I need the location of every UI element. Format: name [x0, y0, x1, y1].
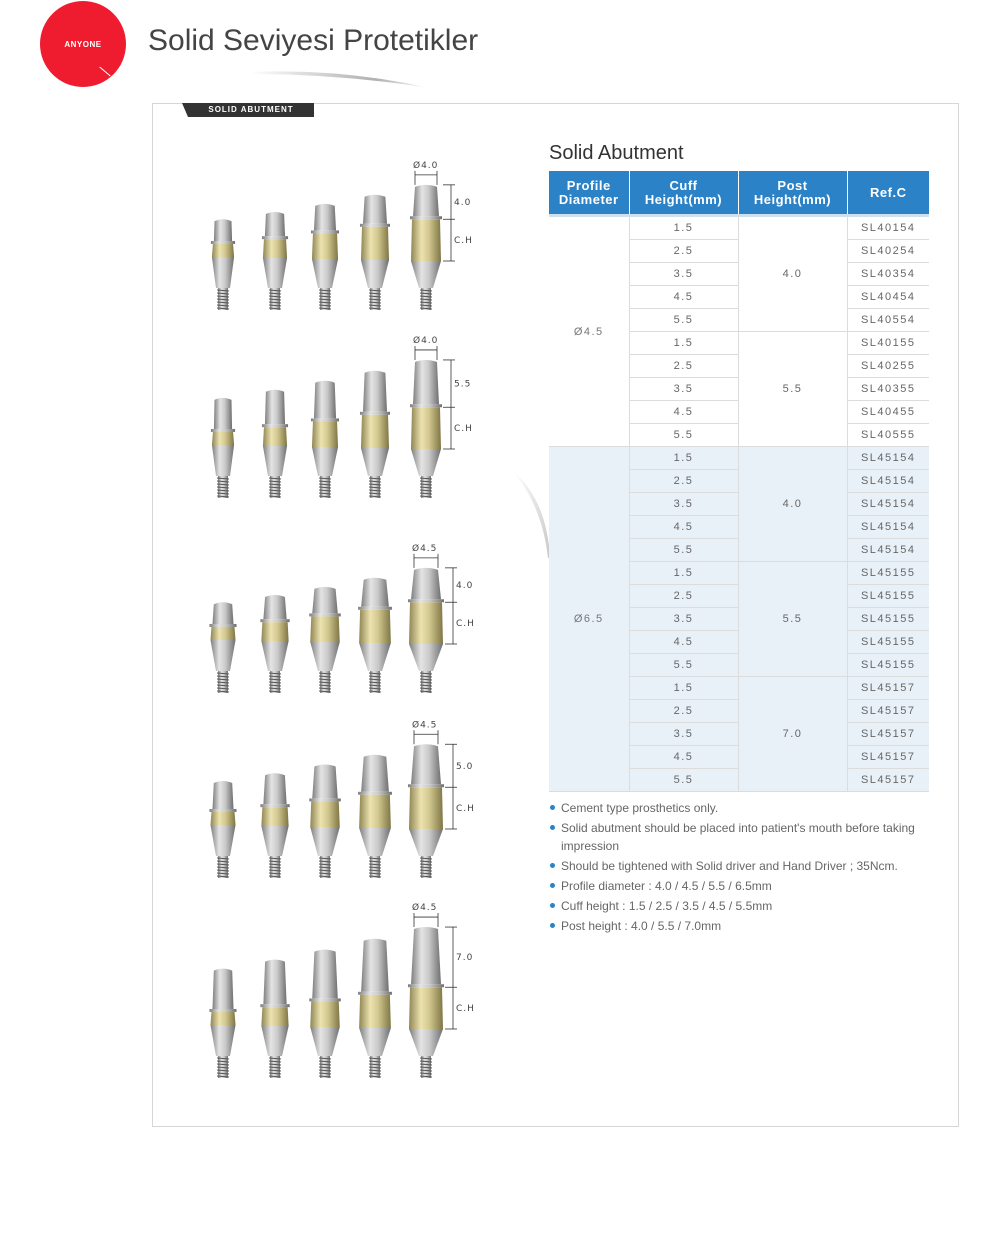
ref-code-cell: SL45157	[847, 769, 929, 792]
cuff-height-cell: 5.5	[629, 539, 738, 562]
ref-code-cell: SL45154	[847, 470, 929, 493]
abutment-shank	[409, 644, 443, 671]
abutment-shank	[409, 829, 443, 856]
title-swoosh-decoration	[250, 68, 430, 90]
cuff-height-cell: 5.5	[629, 769, 738, 792]
abutment-figure	[408, 568, 444, 693]
note-item: Profile diameter : 4.0 / 4.5 / 5.5 / 6.5mm	[549, 877, 939, 895]
abutment-shoulder	[311, 230, 339, 233]
post-height-label: 4.0	[454, 198, 472, 209]
diameter-label: Ø4.0	[413, 160, 439, 171]
abutment-post	[363, 371, 387, 412]
abutment-shank	[411, 449, 441, 476]
gold-cuff	[409, 987, 443, 1029]
ref-code-cell: SL45154	[847, 493, 929, 516]
abutment-post	[363, 195, 387, 224]
header-profile-diameter: Profile Diameter	[549, 171, 629, 216]
abutment-post	[212, 602, 233, 624]
table-row	[549, 216, 929, 240]
abutment-shoulder	[358, 992, 392, 995]
ref-code-cell: SL40154	[847, 216, 929, 240]
post-height-cell: 5.5	[738, 562, 847, 677]
gold-cuff	[411, 407, 441, 449]
cuff-height-cell: 4.5	[629, 631, 738, 654]
cuff-height-cell: 5.5	[629, 424, 738, 447]
note-item: Solid abutment should be placed into patient's mouth before taking impression	[549, 819, 939, 855]
diameter-label: Ø4.0	[413, 335, 439, 346]
abutment-post	[314, 204, 336, 231]
abutment-shoulder	[309, 798, 341, 801]
cuff-height-cell: 3.5	[629, 608, 738, 631]
abutment-figure	[262, 212, 288, 310]
abutment-shoulder	[410, 216, 442, 219]
header-cuff-height: Cuff Height(mm)	[629, 171, 738, 216]
gold-cuff	[310, 801, 340, 827]
cuff-height-cell: 2.5	[629, 470, 738, 493]
table-header-row	[549, 171, 929, 216]
abutment-shoulder	[260, 619, 289, 622]
abutment-shank	[310, 642, 340, 671]
abutment-post	[312, 764, 338, 798]
ref-code-cell: SL45155	[847, 585, 929, 608]
note-item: Cement type prosthetics only.	[549, 799, 939, 817]
section-title: Solid Abutment	[549, 142, 684, 164]
abutment-shoulder	[360, 412, 390, 415]
abutment-shank	[261, 1026, 288, 1056]
gold-cuff	[210, 1012, 235, 1025]
ref-code-cell: SL45157	[847, 677, 929, 700]
cuff-height-cell: 1.5	[629, 216, 738, 240]
abutment-set	[211, 335, 473, 498]
logo-tick	[99, 67, 110, 77]
abutment-shank	[310, 827, 340, 856]
abutment-shoulder	[211, 429, 235, 432]
brand-logo-text: ANYONE	[64, 39, 102, 49]
note-item: Should be tightened with Solid driver and Hand Driver ; 35Ncm.	[549, 857, 939, 875]
abutment-shoulder	[358, 607, 392, 610]
profile-diameter-cell: Ø4.5	[549, 216, 629, 447]
cuff-height-cell: 4.5	[629, 401, 738, 424]
gold-cuff	[261, 622, 288, 641]
post-height-label: 5.5	[454, 379, 472, 390]
abutment-shank	[310, 1027, 340, 1056]
abutment-figure	[211, 219, 235, 310]
post-height-cell: 5.5	[738, 332, 847, 447]
abutment-shoulder	[360, 224, 390, 227]
brand-logo[interactable]	[40, 1, 126, 87]
abutment-post	[314, 381, 336, 419]
diameter-label: Ø4.5	[412, 543, 438, 554]
post-height-cell: 4.0	[738, 216, 847, 332]
abutment-shank	[361, 448, 389, 476]
abutment-figure	[410, 185, 442, 310]
abutment-figure	[260, 960, 289, 1078]
abutment-figure	[360, 371, 390, 498]
gold-cuff	[261, 807, 288, 826]
ref-code-cell: SL45154	[847, 516, 929, 539]
gold-cuff	[359, 995, 391, 1028]
abutment-shank	[261, 826, 288, 856]
gold-cuff	[310, 616, 340, 642]
abutment-shank	[312, 259, 338, 288]
abutment-post	[263, 773, 286, 804]
abutment-shoulder	[311, 418, 339, 421]
abutment-figure	[262, 390, 288, 498]
cuff-height-cell: 2.5	[629, 700, 738, 723]
notes-list	[549, 799, 939, 937]
abutment-post	[411, 568, 441, 599]
abutment-shank	[263, 446, 287, 476]
cuff-height-cell: 5.5	[629, 309, 738, 332]
gold-cuff	[312, 233, 338, 259]
cuff-height-cell: 4.5	[629, 516, 738, 539]
abutment-shoulder	[408, 784, 444, 787]
abutment-figure	[209, 602, 236, 693]
abutment-post	[413, 185, 439, 216]
abutment-figure	[260, 595, 289, 693]
abutment-shoulder	[211, 241, 235, 244]
table-body	[549, 216, 929, 792]
abutment-figure	[209, 781, 236, 878]
abutment-shoulder	[262, 236, 288, 239]
cuff-height-label: C.H	[456, 804, 475, 815]
post-height-cell: 7.0	[738, 677, 847, 792]
abutment-shank	[359, 828, 391, 856]
cuff-height-cell: 4.5	[629, 746, 738, 769]
abutment-post	[361, 939, 389, 992]
gold-cuff	[212, 432, 234, 445]
ref-code-cell: SL45154	[847, 447, 929, 470]
panel-swoosh-decoration	[512, 470, 552, 560]
cuff-height-cell: 5.5	[629, 654, 738, 677]
gold-cuff	[263, 239, 287, 258]
abutment-figure	[309, 950, 341, 1078]
cuff-height-label: C.H	[454, 424, 473, 435]
abutment-post	[411, 927, 441, 984]
ref-code-cell: SL40354	[847, 263, 929, 286]
post-height-label: 4.0	[456, 581, 474, 592]
spec-table	[549, 171, 929, 792]
gold-cuff	[409, 602, 443, 644]
abutment-figure	[358, 939, 392, 1078]
gold-cuff	[361, 415, 389, 448]
diameter-label: Ø4.5	[412, 903, 438, 914]
abutment-post	[265, 390, 285, 424]
gold-cuff	[210, 812, 235, 825]
ref-code-cell: SL45157	[847, 746, 929, 769]
abutment-post	[361, 578, 389, 607]
ref-code-cell: SL45157	[847, 700, 929, 723]
abutment-post	[214, 398, 232, 429]
abutment-set	[211, 160, 473, 310]
cuff-height-cell: 3.5	[629, 263, 738, 286]
header-post-height: Post Height(mm)	[738, 171, 847, 216]
abutment-figure	[358, 578, 392, 693]
cuff-height-cell: 2.5	[629, 240, 738, 263]
header-ref-code: Ref.C	[847, 171, 929, 216]
abutment-shoulder	[209, 1009, 236, 1012]
note-item: Cuff height : 1.5 / 2.5 / 3.5 / 4.5 / 5.5mm	[549, 897, 939, 915]
abutment-post	[214, 219, 232, 241]
abutment-post	[312, 950, 338, 999]
gold-cuff	[359, 795, 391, 828]
post-height-label: 5.0	[456, 761, 474, 772]
abutment-set	[209, 902, 474, 1078]
gold-cuff	[210, 627, 235, 640]
abutment-shank	[212, 257, 234, 288]
cuff-height-label: C.H	[454, 236, 473, 247]
ref-code-cell: SL40155	[847, 332, 929, 355]
section-tag: SOLID ABUTMENT	[188, 103, 314, 117]
abutment-figure	[410, 360, 442, 498]
ref-code-cell: SL40455	[847, 401, 929, 424]
abutment-post	[263, 595, 286, 619]
cuff-height-cell: 3.5	[629, 723, 738, 746]
abutment-shoulder	[309, 998, 341, 1001]
cuff-height-cell: 4.5	[629, 286, 738, 309]
abutment-post	[212, 969, 233, 1009]
cuff-height-cell: 3.5	[629, 378, 738, 401]
ref-code-cell: SL45157	[847, 723, 929, 746]
abutment-shank	[261, 641, 288, 671]
ref-code-cell: SL40254	[847, 240, 929, 263]
abutment-figure	[408, 744, 444, 878]
gold-cuff	[409, 787, 443, 829]
abutment-shank	[210, 640, 235, 671]
gold-cuff	[263, 427, 287, 446]
abutment-figure	[360, 195, 390, 310]
cuff-height-cell: 2.5	[629, 355, 738, 378]
abutment-shoulder	[408, 984, 444, 987]
gold-cuff	[312, 421, 338, 447]
abutment-shoulder	[209, 624, 236, 627]
cuff-height-label: C.H	[456, 619, 475, 630]
ref-code-cell: SL45155	[847, 654, 929, 677]
post-height-label: 7.0	[456, 953, 474, 964]
abutment-shank	[312, 447, 338, 476]
abutment-shoulder	[260, 1004, 289, 1007]
cuff-height-cell: 1.5	[629, 332, 738, 355]
abutment-shoulder	[408, 599, 444, 602]
abutment-post	[212, 781, 233, 809]
post-height-cell: 4.0	[738, 447, 847, 562]
abutment-figure	[260, 773, 289, 878]
ref-code-cell: SL40255	[847, 355, 929, 378]
diameter-label: Ø4.5	[412, 720, 438, 731]
abutment-set	[209, 719, 474, 878]
abutment-shank	[210, 1025, 235, 1056]
cuff-height-cell: 1.5	[629, 677, 738, 700]
cuff-height-label: C.H	[456, 1004, 475, 1015]
abutment-post	[265, 212, 285, 236]
abutment-figure	[211, 398, 235, 498]
gold-cuff	[359, 610, 391, 643]
abutment-shank	[212, 445, 234, 476]
page-title: Solid Seviyesi Protetikler	[148, 24, 479, 57]
gold-cuff	[361, 227, 389, 260]
cuff-height-cell: 2.5	[629, 585, 738, 608]
abutment-shoulder	[209, 809, 236, 812]
abutment-figure	[311, 381, 339, 498]
profile-diameter-cell: Ø6.5	[549, 447, 629, 792]
gold-cuff	[411, 219, 441, 261]
abutment-illustrations	[195, 150, 495, 1120]
abutment-shoulder	[358, 792, 392, 795]
ref-code-cell: SL45154	[847, 539, 929, 562]
cuff-height-cell: 1.5	[629, 562, 738, 585]
ref-code-cell: SL40454	[847, 286, 929, 309]
abutment-figure	[358, 755, 392, 878]
gold-cuff	[212, 244, 234, 257]
cuff-height-cell: 1.5	[629, 447, 738, 470]
abutment-shoulder	[260, 804, 289, 807]
note-item: Post height : 4.0 / 5.5 / 7.0mm	[549, 917, 939, 935]
gold-cuff	[310, 1001, 340, 1027]
ref-code-cell: SL45155	[847, 608, 929, 631]
abutment-shoulder	[309, 613, 341, 616]
ref-code-cell: SL45155	[847, 562, 929, 585]
abutment-shank	[411, 261, 441, 288]
abutment-figure	[408, 927, 444, 1078]
abutment-set	[209, 543, 474, 693]
abutment-shank	[409, 1029, 443, 1056]
abutment-figure	[309, 764, 341, 878]
abutment-figure	[311, 204, 339, 310]
ref-code-cell: SL45155	[847, 631, 929, 654]
ref-code-cell: SL40554	[847, 309, 929, 332]
abutment-post	[312, 587, 338, 614]
cuff-height-cell: 3.5	[629, 493, 738, 516]
abutment-shank	[359, 643, 391, 671]
table-row	[549, 447, 929, 470]
abutment-shoulder	[410, 404, 442, 407]
abutment-shank	[361, 260, 389, 288]
gold-cuff	[261, 1007, 288, 1026]
abutment-shank	[359, 1028, 391, 1056]
abutment-shoulder	[262, 424, 288, 427]
abutment-post	[263, 960, 286, 1005]
abutment-shank	[263, 258, 287, 288]
abutment-figure	[209, 969, 236, 1078]
abutment-figure	[309, 587, 341, 693]
ref-code-cell: SL40355	[847, 378, 929, 401]
abutment-shank	[210, 825, 235, 856]
abutment-post	[413, 360, 439, 404]
abutment-post	[361, 755, 389, 792]
abutment-post	[411, 744, 441, 784]
ref-code-cell: SL40555	[847, 424, 929, 447]
